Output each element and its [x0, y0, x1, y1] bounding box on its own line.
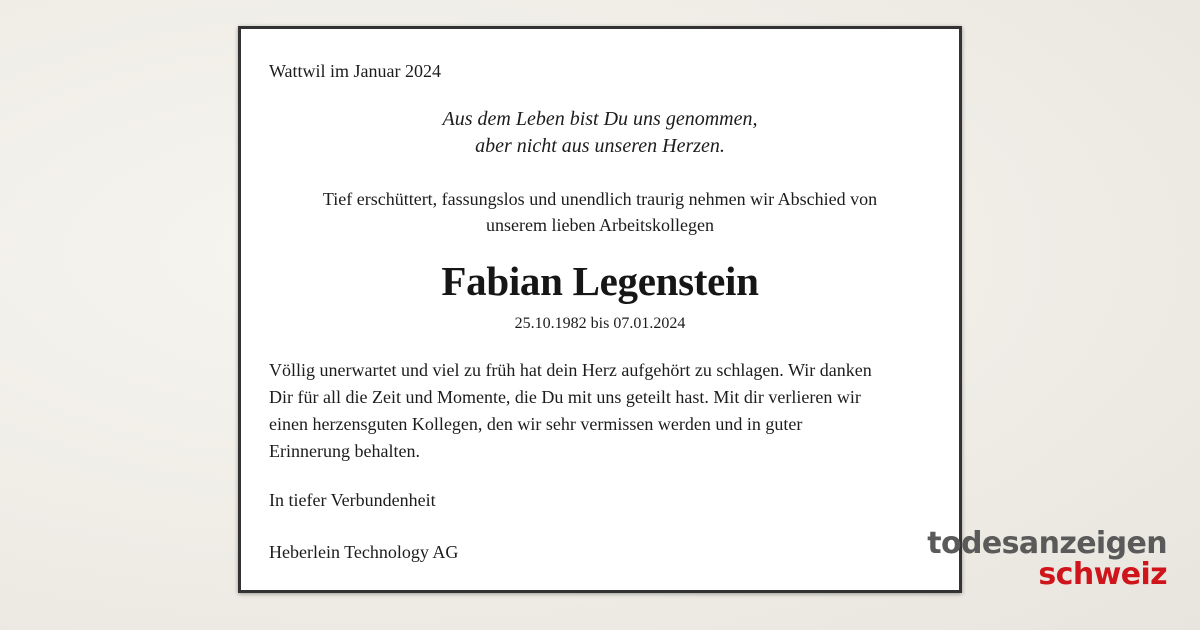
- quote-line-2: aber nicht aus unseren Herzen.: [475, 135, 725, 157]
- body-line-2: Dir für all die Zeit und Momente, die Du mit uns geteilt hast. Mit dir verlieren wir: [269, 387, 861, 407]
- body-line-1: Völlig unerwartet und viel zu früh hat dein Herz aufgehört zu schlagen. Wir danken: [269, 360, 872, 380]
- closing-phrase: In tiefer Verbundenheit: [269, 490, 436, 510]
- brand-logo-line-2: schweiz: [1038, 557, 1167, 592]
- intro-line-2: unserem lieben Arbeitskollegen: [486, 215, 714, 235]
- brand-logo: [927, 528, 1167, 590]
- body-line-4: Erinnerung behalten.: [269, 441, 420, 461]
- obituary-notice-card: [238, 26, 962, 593]
- quote-line-1: Aus dem Leben bist Du uns genommen,: [442, 108, 758, 130]
- intro-line-1: Tief erschüttert, fassungslos und unendlich traurig nehmen wir Abschied von: [322, 189, 878, 209]
- place-date: Wattwil im Januar 2024: [269, 61, 442, 81]
- memorial-quote: [241, 106, 959, 160]
- brand-logo-line-1: todesanzeigen: [927, 526, 1167, 561]
- signature-company: Heberlein Technology AG: [269, 542, 459, 562]
- body-line-3: einen herzensguten Kollegen, den wir sehr vermissen werden und in guter: [269, 414, 803, 434]
- body-text: [269, 357, 929, 465]
- life-dates: 25.10.1982 bis 07.01.2024: [514, 315, 686, 332]
- deceased-name: Fabian Legenstein: [441, 258, 759, 304]
- intro-text: [241, 186, 959, 238]
